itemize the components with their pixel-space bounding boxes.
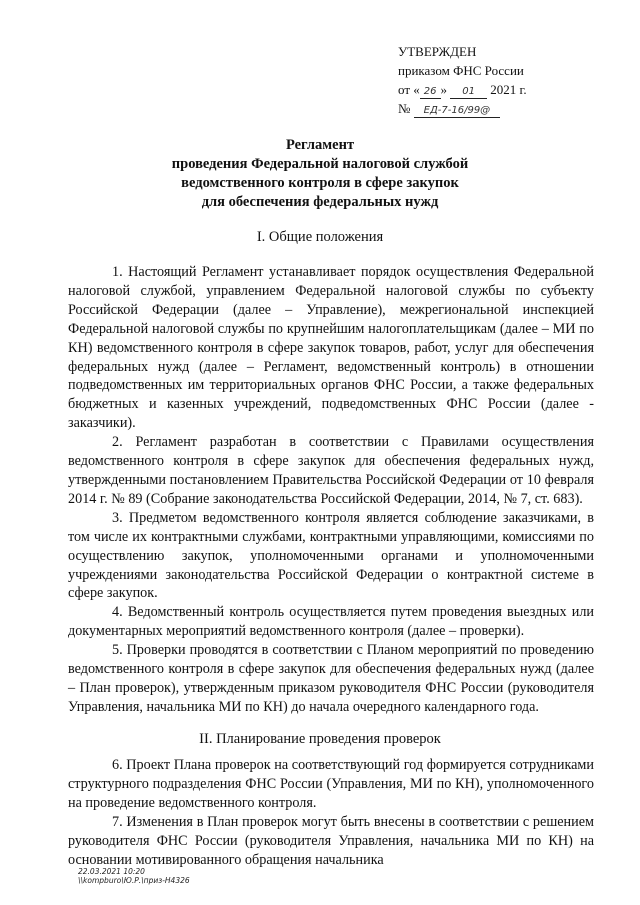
- approval-status: УТВЕРЖДЕН: [398, 44, 477, 59]
- footer-timestamp: 22.03.2021 10:20: [78, 867, 145, 876]
- paragraph-5: 5. Проверки проводятся в соответствии с Планом мероприятий по проведению ведомственного контроля в сфере закупок для обеспечения федеральных нужд (далее – План проверок), утвержденным приказом руководителя ФНС России (руководителя Управления, начальника МИ по КН) до начала очередного календарного года.: [68, 642, 594, 715]
- section-1-body: [68, 263, 594, 717]
- title-line-1: Регламент: [285, 137, 355, 153]
- paragraph-4: 4. Ведомственный контроль осуществляется путем проведения выездных или документарных мероприятий ведомственного контроля (далее – проверки).: [68, 604, 594, 640]
- title-line-3: ведомственного контроля в сфере закупок: [181, 175, 459, 191]
- section-heading-2: II. Планирование проведения проверок: [199, 731, 441, 747]
- paragraph-6: 6. Проект Плана проверок на соответствующий год формируется сотрудниками структурного подразделения ФНС России (Управления, МИ по КН), уполномоченного на проведение ведомственного контроля.: [68, 757, 594, 811]
- approval-order: приказом ФНС России: [398, 63, 524, 78]
- handwritten-number: ЕД-7-16/99@: [414, 105, 501, 118]
- approval-date: от « 26 » 01 2021 г.: [398, 82, 527, 97]
- handwritten-month: 01: [450, 86, 487, 99]
- section-2-body: [68, 756, 594, 869]
- document-title: [0, 136, 640, 212]
- title-line-2: проведения Федеральной налоговой службой: [171, 156, 469, 172]
- approval-number: № ЕД-7-16/99@: [398, 99, 527, 118]
- file-footer: [78, 867, 190, 885]
- approval-block: [398, 42, 527, 118]
- paragraph-1: 1. Настоящий Регламент устанавливает порядок осуществления Федеральной налоговой службой, управлением Федеральной налоговой службы по субъекту Российской Федерации (далее – Управление), межрегиональной инспекцией Федеральной налоговой службы по крупнейшим налогоплательщикам (далее – МИ по КН) ведомственного контроля в сфере закупок товаров, работ, услуг для обеспечения федеральных нужд (далее – Регламент, ведомственный контроль) в отношении подведомственных им территориальных органов ФНС России, а также федеральных бюджетных и казенных учреждений, подведомственных ФНС России (далее - заказчики).: [68, 264, 594, 432]
- section-heading-1: I. Общие положения: [256, 229, 384, 245]
- paragraph-3: 3. Предметом ведомственного контроля является соблюдение заказчиками, в том числе их контрактными службами, контрактными управляющими, комиссиями по осуществлению закупок, уполномоченными органами и уполномоченными учреждениями законодательства Российской Федерации о контрактной системе в сфере закупок.: [68, 509, 594, 602]
- paragraph-7: 7. Изменения в План проверок могут быть внесены в соответствии с решением руководителя ФНС России (руководителя Управления, начальника МИ по КН) на основании мотивированного обращения начальника: [68, 813, 594, 868]
- footer-path: \\kompburo\Ю.Р.\приз-Н4326: [78, 876, 190, 885]
- handwritten-day: 26: [420, 86, 441, 99]
- paragraph-2: 2. Регламент разработан в соответствии с Правилами осуществления ведомственного контроля в сфере закупок для обеспечения федеральных нужд, утвержденными постановлением Правительства Российской Федерации от 10 февраля 2014 г. № 89 (Собрание законодательства Российской Федерации, 2014, № 7, ст. 683).: [68, 434, 594, 507]
- title-line-4: для обеспечения федеральных нужд: [201, 194, 439, 210]
